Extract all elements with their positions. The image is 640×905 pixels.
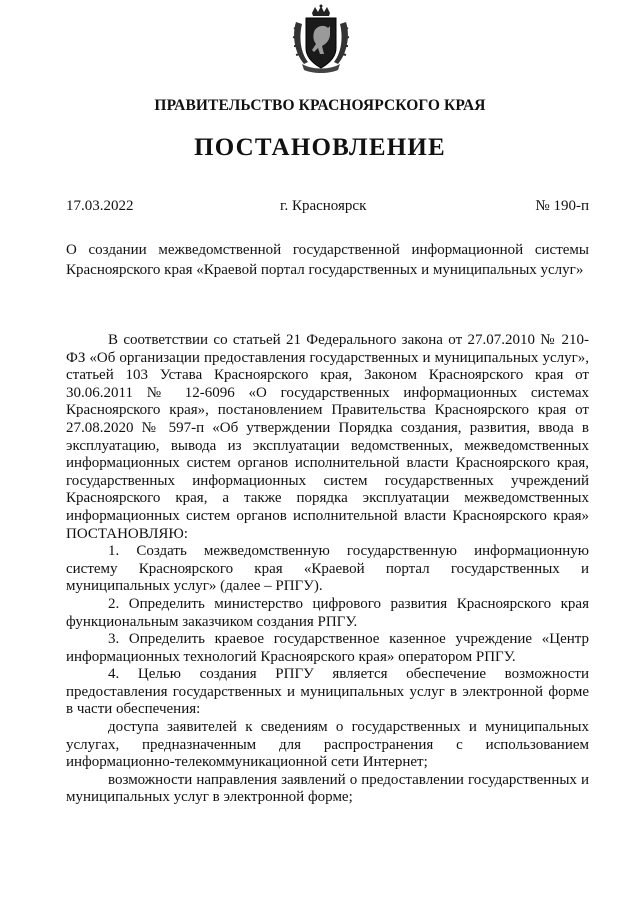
clause-4-item-1: доступа заявителей к сведениям о государственных и муниципальных услугах, предназначенным для распространения с использованием информационно-телекоммуникационной сети Интернет; bbox=[66, 719, 589, 771]
document-date: 17.03.2022 bbox=[66, 198, 134, 214]
preamble-paragraph: В соответствии со статьей 21 Федерального закона от 27.07.2010 № 210-ФЗ «Об организации предоставления государственных и муниципальных услуг», статьей 103 Устава Красноярского края, Законом Красноярского края от 30.06.2011 № 12-6096 «О государственных информационных системах Красноярского края», постановлением Правительства Красноярского края от 27.08.2020 № 597-п «Об утверждении Порядка создания, развития, ввода в эксплуатацию, вывода из эксплуатации ведомственных, межведомственных информационных систем органов исполнительной власти Красноярского края, государственных информационных систем государственных учреждений Красноярского края, а также порядка эксплуатации межведомственных информационных систем органов исполнительной власти Красноярского края» ПОСТАНОВЛЯЮ: bbox=[66, 332, 589, 542]
clause-3: 3. Определить краевое государственное казенное учреждение «Центр информационных технологий Красноярского края» оператором РПГУ. bbox=[66, 631, 589, 665]
clause-2: 2. Определить министерство цифрового развития Красноярского края функциональным заказчиком создания РПГУ. bbox=[66, 595, 589, 630]
document-body bbox=[66, 332, 589, 807]
issuer-heading: ПРАВИТЕЛЬСТВО КРАСНОЯРСКОГО КРАЯ bbox=[154, 97, 486, 114]
document-city: г. Красноярск bbox=[280, 198, 367, 214]
document-subject: О создании межведомственной государственной информационной системы Красноярского края «Краевой портал государственных и муниципальных услуг» bbox=[66, 242, 589, 278]
coat-of-arms-icon bbox=[292, 4, 350, 74]
clause-4-item-2: возможности направления заявлений о предоставлении государственных и муниципальных услуг в электронной форме; bbox=[66, 771, 589, 806]
document-type-title: ПОСТАНОВЛЕНИЕ bbox=[194, 134, 446, 161]
document-number: № 190-п bbox=[535, 198, 589, 214]
clause-4: 4. Целью создания РПГУ является обеспечение возможности предоставления государственных и муниципальных услуг в электронной форме в части обеспечения: bbox=[66, 666, 589, 718]
clause-1: 1. Создать межведомственную государственную информационную систему Красноярского края «Краевой портал государственных и муниципальных услуг» (далее – РПГУ). bbox=[66, 543, 589, 595]
